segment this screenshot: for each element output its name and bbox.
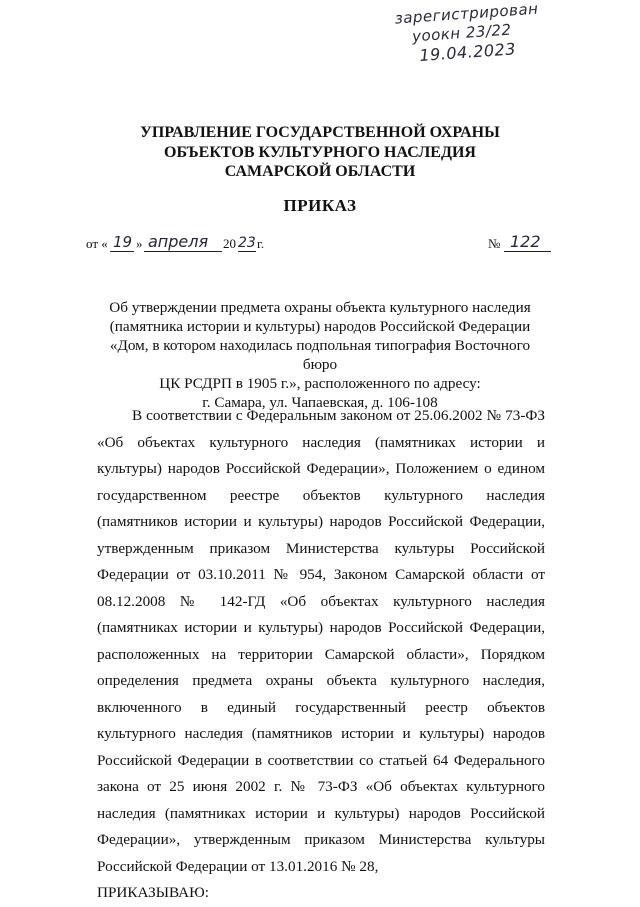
date-year-suffix: 23 [238,235,256,251]
date-mid-quote: » [136,236,143,251]
agency-line3: САМАРСКОЙ ОБЛАСТИ [224,163,416,180]
document-type-title: ПРИКАЗ [283,196,357,215]
agency-line1: УПРАВЛЕНИЕ ГОСУДАРСТВЕННОЙ ОХРАНЫ [140,124,500,141]
subject-line5: г. Самара, ул. Чапаевская, д. 106-108 [202,394,438,411]
registration-handwritten-note [394,0,558,67]
order-directive-word: ПРИКАЗЫВАЮ: [97,884,209,901]
order-number: 122 [510,232,541,251]
day-underline [110,251,134,252]
date-day: 19 [113,233,133,251]
subject-line4: ЦК РСДРП в 1905 г.», расположенного по адресу: [159,375,481,392]
agency-line2: ОБЪЕКТОВ КУЛЬТУРНОГО НАСЛЕДИЯ [164,143,476,161]
month-underline [144,251,222,252]
date-month: апреля [148,232,209,251]
preamble-paragraph: В соответствии с Федеральным законом от 25.06.2002 № 73-ФЗ «Об объектах культурного наследия (памятниках истории и культуры) народов Российской Федерации», Положением о едином государственном реестре объектов культурного наследия (памятников истории и культуры) народов Российской Федерации, утвержденным приказом Министерства культуры Российской Федерации от 03.10.2011 № 954, Законом Самарской области от 08.12.2008 № 142-ГД «Об объектах культурного наследия (памятниках истории и культуры) народов Российской Федерации, расположенных на территории Самарской области», Порядком определения предмета охраны объекта культурного наследия, включенного в единый государственный реестр объектов культурного наследия (памятников истории и культуры) народов Российской Федерации в соответствии со статьей 64 Федерального закона от 25 июня 2002 г. № 73-ФЗ «Об объектах культурного наследия (памятниках истории и культуры) народов Российской Федерации», утвержденным приказом Министерства культуры Российской Федерации от 13.01.2016 № 28, [97,407,545,875]
agency-name [100,123,540,182]
order-body [97,403,545,907]
date-prefix: от « [86,236,108,251]
registration-note-line1: зарегистрирован [394,0,539,28]
order-subject [100,298,540,412]
registration-note-date: 19.04.2023 [418,39,517,65]
subject-line2: (памятника истории и культуры) народов Российской Федерации [109,318,531,335]
subject-line1: Об утверждении предмета охраны объекта культурного наследия [109,299,531,316]
number-label: № [488,236,501,251]
date-year-prefix: 20 [223,236,236,251]
year-underline [238,251,256,252]
registration-note-line2: уоокн 23/22 [411,20,513,46]
subject-line3: «Дом, в котором находилась подпольная типография Восточного бюро [109,337,531,373]
number-underline [504,251,551,252]
date-number-line [86,228,556,260]
date-year-end: г. [257,236,265,251]
